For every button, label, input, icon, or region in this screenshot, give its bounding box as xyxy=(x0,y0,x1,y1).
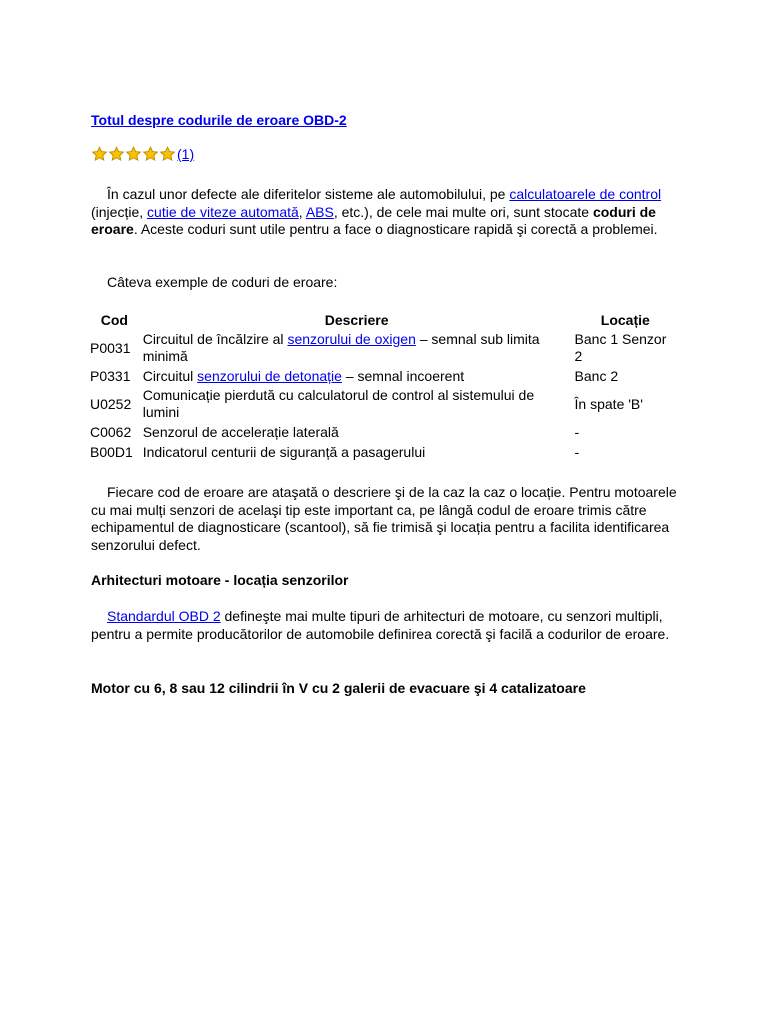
cell-location: În spate 'B' xyxy=(574,395,643,412)
intro-bold-error-codes: coduri de eroare xyxy=(91,203,656,237)
location-paragraph-text: Fiecare cod de eroare are ataşată o descriere şi de la caz la caz o locație. Pentru motoarele cu mai mulți senzori de acelaşi tip este important ca, pe lângă codul de eroare trimis către echipamentul de diagnosticare (scantool), să fie trimisă şi locația pentru a facilita identificarea senzorului defect. xyxy=(91,484,677,553)
table-header-row xyxy=(88,310,678,330)
intro-text-2: (injecție, xyxy=(91,203,148,220)
link-knock-sensor[interactable]: senzorului de detonație xyxy=(197,367,342,384)
header-location: Locație xyxy=(600,312,650,328)
cell-code: P0331 xyxy=(90,367,131,384)
cell-location: - xyxy=(574,443,580,460)
cell-description: Senzorul de accelerație laterală xyxy=(142,423,339,440)
link-obd2-standard[interactable]: Standardul OBD 2 xyxy=(107,608,221,624)
intro-text-3: , xyxy=(298,203,306,220)
cell-location: Banc 1 Senzor 2 xyxy=(574,331,667,364)
cell-description: Indicatorul centurii de siguranță a pasagerului xyxy=(142,443,426,460)
cell-location: Banc 2 xyxy=(574,367,619,384)
cell-code: P0031 xyxy=(90,339,131,356)
article-title-link[interactable]: Totul despre codurile de eroare OBD-2 xyxy=(91,112,347,128)
table-row xyxy=(88,422,678,442)
link-control-units[interactable]: calculatoarele de control xyxy=(509,186,662,202)
link-abs[interactable]: ABS xyxy=(305,203,334,220)
section-heading-architectures: Arhitecturi motoare - locația senzorilor xyxy=(91,572,349,588)
standard-paragraph xyxy=(91,608,691,643)
cell-description: Circuitul de încălzire al senzorului de oxigen – semnal sub limita minimă xyxy=(142,331,540,364)
star-icon[interactable] xyxy=(142,146,159,162)
star-rating xyxy=(91,146,194,162)
rating-count-link[interactable]: (1) xyxy=(177,146,195,162)
intro-paragraph xyxy=(91,186,691,239)
header-code: Cod xyxy=(100,312,128,328)
location-paragraph xyxy=(91,484,691,554)
star-icon[interactable] xyxy=(125,146,142,162)
error-codes-table xyxy=(88,310,678,462)
cell-code: B00D1 xyxy=(90,443,133,460)
star-icon[interactable] xyxy=(159,146,176,162)
link-oxygen-sensor[interactable]: senzorului de oxigen xyxy=(287,331,416,347)
star-icon[interactable] xyxy=(91,146,108,162)
cell-code: U0252 xyxy=(90,395,132,412)
section-heading-v-engine: Motor cu 6, 8 sau 12 cilindrii în V cu 2 galerii de evacuare şi 4 catalizatoare xyxy=(91,680,586,696)
intro-text-4: , etc.), de cele mai multe ori, sunt stocate xyxy=(333,203,593,220)
link-automatic-gearbox[interactable]: cutie de viteze automată xyxy=(147,203,299,220)
table-row xyxy=(88,330,678,366)
cell-description: Comunicație pierdută cu calculatorul de control al sistemului de lumini xyxy=(142,387,535,420)
table-row xyxy=(88,386,678,422)
cell-location: - xyxy=(574,423,580,440)
cell-code: C0062 xyxy=(90,423,132,440)
rating-stars[interactable] xyxy=(91,146,176,162)
intro-text-5: . Aceste coduri sunt utile pentru a face o diagnosticare rapidă şi corectă a problemei. xyxy=(133,221,658,237)
star-icon[interactable] xyxy=(108,146,125,162)
examples-intro-text: Câteva exemple de coduri de eroare: xyxy=(107,274,338,290)
cell-description: Circuitul senzorului de detonație – semnal incoerent xyxy=(142,367,465,384)
examples-intro xyxy=(91,274,691,292)
header-description: Descriere xyxy=(324,312,389,328)
table-row xyxy=(88,442,678,462)
article-title xyxy=(91,112,347,128)
standard-paragraph-text: defineşte mai multe tipuri de arhitecturi de motoare, cu senzori multipli, pentru a permite producătorilor de automobile definirea corectă şi facilă a codurilor de eroare. xyxy=(91,608,670,642)
table-row xyxy=(88,366,678,386)
intro-text-1: În cazul unor defecte ale diferitelor sisteme ale automobilului, pe xyxy=(107,186,510,202)
